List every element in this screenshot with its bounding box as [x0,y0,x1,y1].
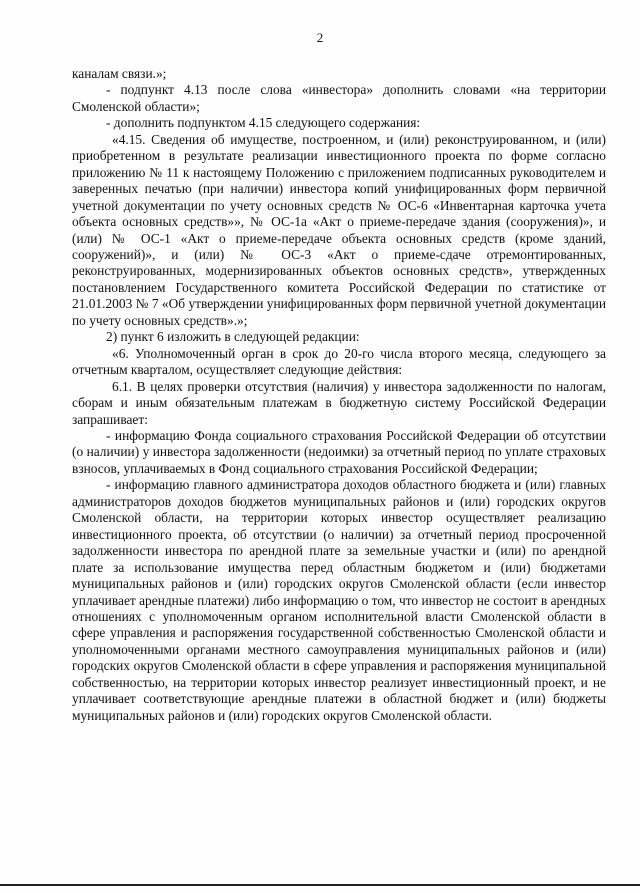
paragraph-subpoint-4-15-text: «4.15. Сведения об имуществе, построенном, и (или) реконструированном, и (или) приобретенном в результате реализации инвестиционного проекта по форме согласно приложению № 11 к настоящему Положению с приложением подписанных руководителем и заверенных печатью (при наличии) инвестора копий унифицированных форм первичной учетной документации по учету основных средств № ОС-6 «Инвентарная карточка учета объекта основных средств»», № ОС-1а «Акт о приеме-передаче здания (сооружения)», и (или) № ОС-1 «Акт о приеме-передаче объекта основных средств (кроме зданий, сооружений)», и (или) № ОС-3 «Акт о приеме-сдаче отремонтированных, реконструированных, модернизированных объектов основных средств», утвержденных постановлением Государственного комитета Российской Федерации по статистике от 21.01.2003 № 7 «Об утверждении унифицированных форм первичной учетной документации по учету основных средств».»; [72,131,606,328]
paragraph-rent-arrears-info: - информацию главного администратора доходов областного бюджета и (или) главных администраторов доходов бюджетов муниципальных районов и (или) городских округов Смоленской области, на территории которых инвестор осуществляет реализацию инвестиционного проекта, об отсутствии (о наличии) за отчетный период просроченной задолженности инвестора по арендной плате за земельные участки и (или) по арендной плате за использование имущества перед областным бюджетом и (или) бюджетами муниципальных районов и (или) городских округов Смоленской области (если инвестор уплачивает арендные платежи) либо информацию о том, что инвестор не состоит в арендных отношениях с уполномоченным органом исполнительной власти Смоленской области в сфере управления и распоряжения государственной собственностью Смоленской области и уполномоченными органами местного самоуправления муниципальных районов и (или) городских округов Смоленской области в сфере управления и распоряжения муниципальной собственностью, на территории которых инвестор реализует инвестиционный проект, и не уплачивает соответствующие арендные платежи в областной бюджет и (или) бюджеты муниципальных районов и (или) городских округов Смоленской области. [72,477,606,723]
paragraph-subpoint-4-13: - подпункт 4.13 после слова «инвестора» дополнить словами «на территории Смоленской области»; [72,82,606,114]
paragraph-social-insurance-info: - информацию Фонда социального страхования Российской Федерации об отсутствии (о наличии) у инвестора задолженности (недоимки) за отчетный период по уплате страховых взносов, уплачиваемых в Фонд социального страхования Российской Федерации; [72,427,606,476]
paragraph-continuation: каналам связи.»; [72,66,167,81]
page-number: 2 [316,30,324,45]
paragraph-point-6-intro: 2) пункт 6 изложить в следующей редакции: [106,329,360,345]
paragraph-point-6-1: 6.1. В целях проверки отсутствия (наличия) у инвестора задолженности по налогам, сборам и иным обязательным платежам в бюджетную систему Российской Федерации запрашивает: [72,378,606,427]
document-body [72,66,606,724]
paragraph-add-subpoint-4-15: - дополнить подпунктом 4.15 следующего содержания: [106,115,421,131]
paragraph-point-6-text: «6. Уполномоченный орган в срок до 20-го числа второго месяца, следующего за отчетным кварталом, осуществляет следующие действия: [72,345,606,378]
scan-bottom-edge-line [0,884,640,886]
